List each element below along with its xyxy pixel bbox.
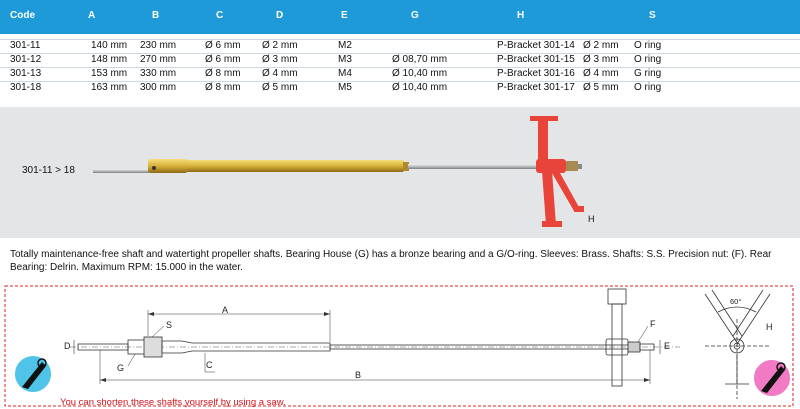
- cell-b: 330 mm: [140, 68, 177, 79]
- label-d: D: [64, 341, 71, 351]
- table-row: [0, 68, 800, 80]
- drawing-nut: [628, 342, 640, 352]
- header-g: G: [411, 10, 419, 21]
- cell-b: 300 mm: [140, 82, 177, 93]
- label-g: G: [117, 363, 125, 373]
- cell-code: 301-18: [10, 82, 42, 93]
- cell-e: M5: [338, 82, 352, 93]
- product-description: Totally maintenance-free shaft and watertight propeller shafts. Bearing House (G) has a bronze bearing and a G/O-ring. Sleeves: Brass. Shafts: S.S. Precision nut: (F). Rear Bearing: Delrin. Maximum RPM: 15.000 in the water.: [10, 249, 772, 273]
- cell-e: M3: [338, 54, 352, 65]
- cell-h-bracket: P-Bracket 301-17: [497, 82, 575, 93]
- cell-c: Ø 8 mm: [205, 68, 241, 79]
- p-bracket: [530, 116, 584, 227]
- dim-s-leader: [152, 326, 164, 337]
- cell-c: Ø 6 mm: [205, 40, 241, 51]
- cell-c: Ø 8 mm: [205, 82, 241, 93]
- cell-c: Ø 6 mm: [205, 54, 241, 65]
- label-e: E: [664, 341, 671, 351]
- header-c: C: [216, 10, 224, 21]
- cell-h-bracket: P-Bracket 301-14: [497, 40, 575, 51]
- label-a: A: [222, 305, 229, 315]
- label-angle: 60°: [730, 297, 742, 306]
- cell-g: Ø 10,40 mm: [392, 82, 448, 93]
- table-row: [0, 82, 800, 94]
- label-s: S: [166, 320, 173, 330]
- cell-d: Ø 4 mm: [262, 68, 298, 79]
- label-b: B: [355, 370, 362, 380]
- cell-s: G ring: [634, 68, 662, 79]
- housing-screw: [152, 166, 156, 170]
- cell-h-diameter: Ø 2 mm: [583, 40, 619, 51]
- product-photo: [0, 107, 800, 238]
- cell-g: Ø 10,40 mm: [392, 68, 448, 79]
- cell-h-bracket: P-Bracket 301-16: [497, 68, 575, 79]
- cell-d: Ø 3 mm: [262, 54, 298, 65]
- table-row: [0, 54, 800, 66]
- precision-nut: [566, 161, 578, 171]
- cell-code: 301-12: [10, 54, 42, 65]
- cell-e: M4: [338, 68, 352, 79]
- header-a: A: [88, 10, 96, 21]
- dashed-border: [5, 286, 793, 406]
- label-f: F: [650, 319, 656, 329]
- cell-code: 301-11: [10, 40, 41, 51]
- cell-g: Ø 08,70 mm: [392, 54, 448, 65]
- cell-h-diameter: Ø 4 mm: [583, 68, 619, 79]
- header-b: B: [152, 10, 160, 21]
- cell-a: 148 mm: [91, 54, 128, 65]
- header-h: H: [517, 10, 525, 21]
- cell-e: M2: [338, 40, 352, 51]
- dimension-drawing: [0, 284, 800, 409]
- cell-s: O ring: [634, 82, 662, 93]
- cell-a: 140 mm: [91, 40, 128, 51]
- dim-g-leader: [128, 354, 135, 366]
- cell-b: 270 mm: [140, 54, 177, 65]
- cell-d: Ø 5 mm: [262, 82, 298, 93]
- shaft-tip: [93, 169, 151, 173]
- shorten-note: You can shorten these shafts yourself by using a saw.: [60, 397, 286, 408]
- cell-h-diameter: Ø 5 mm: [583, 82, 619, 93]
- cell-a: 153 mm: [91, 68, 128, 79]
- header-d: D: [276, 10, 284, 21]
- shaft-photo-illustration: [0, 107, 800, 238]
- header-s: S: [649, 10, 656, 21]
- table-row: [0, 40, 800, 52]
- table-header: [0, 0, 800, 34]
- drawing-o-ring: [144, 337, 162, 357]
- bracket-label: H: [588, 214, 595, 224]
- label-c: C: [206, 360, 213, 370]
- cell-s: O ring: [634, 40, 662, 51]
- header-code: Code: [10, 10, 35, 21]
- cell-h-diameter: Ø 3 mm: [583, 54, 619, 65]
- cell-d: Ø 2 mm: [262, 40, 298, 51]
- dim-f-leader: [638, 326, 648, 342]
- cell-h-bracket: P-Bracket 301-15: [497, 54, 575, 65]
- cell-code: 301-13: [10, 68, 42, 79]
- cell-a: 163 mm: [91, 82, 128, 93]
- cell-s: O ring: [634, 54, 662, 65]
- drawing-bracket-top: [608, 289, 626, 304]
- label-h: H: [766, 322, 773, 332]
- cell-b: 230 mm: [140, 40, 177, 51]
- technical-drawing: [0, 284, 800, 409]
- shaft-thread: [578, 164, 582, 169]
- header-e: E: [341, 10, 348, 21]
- range-label: 301-11 > 18: [22, 165, 75, 176]
